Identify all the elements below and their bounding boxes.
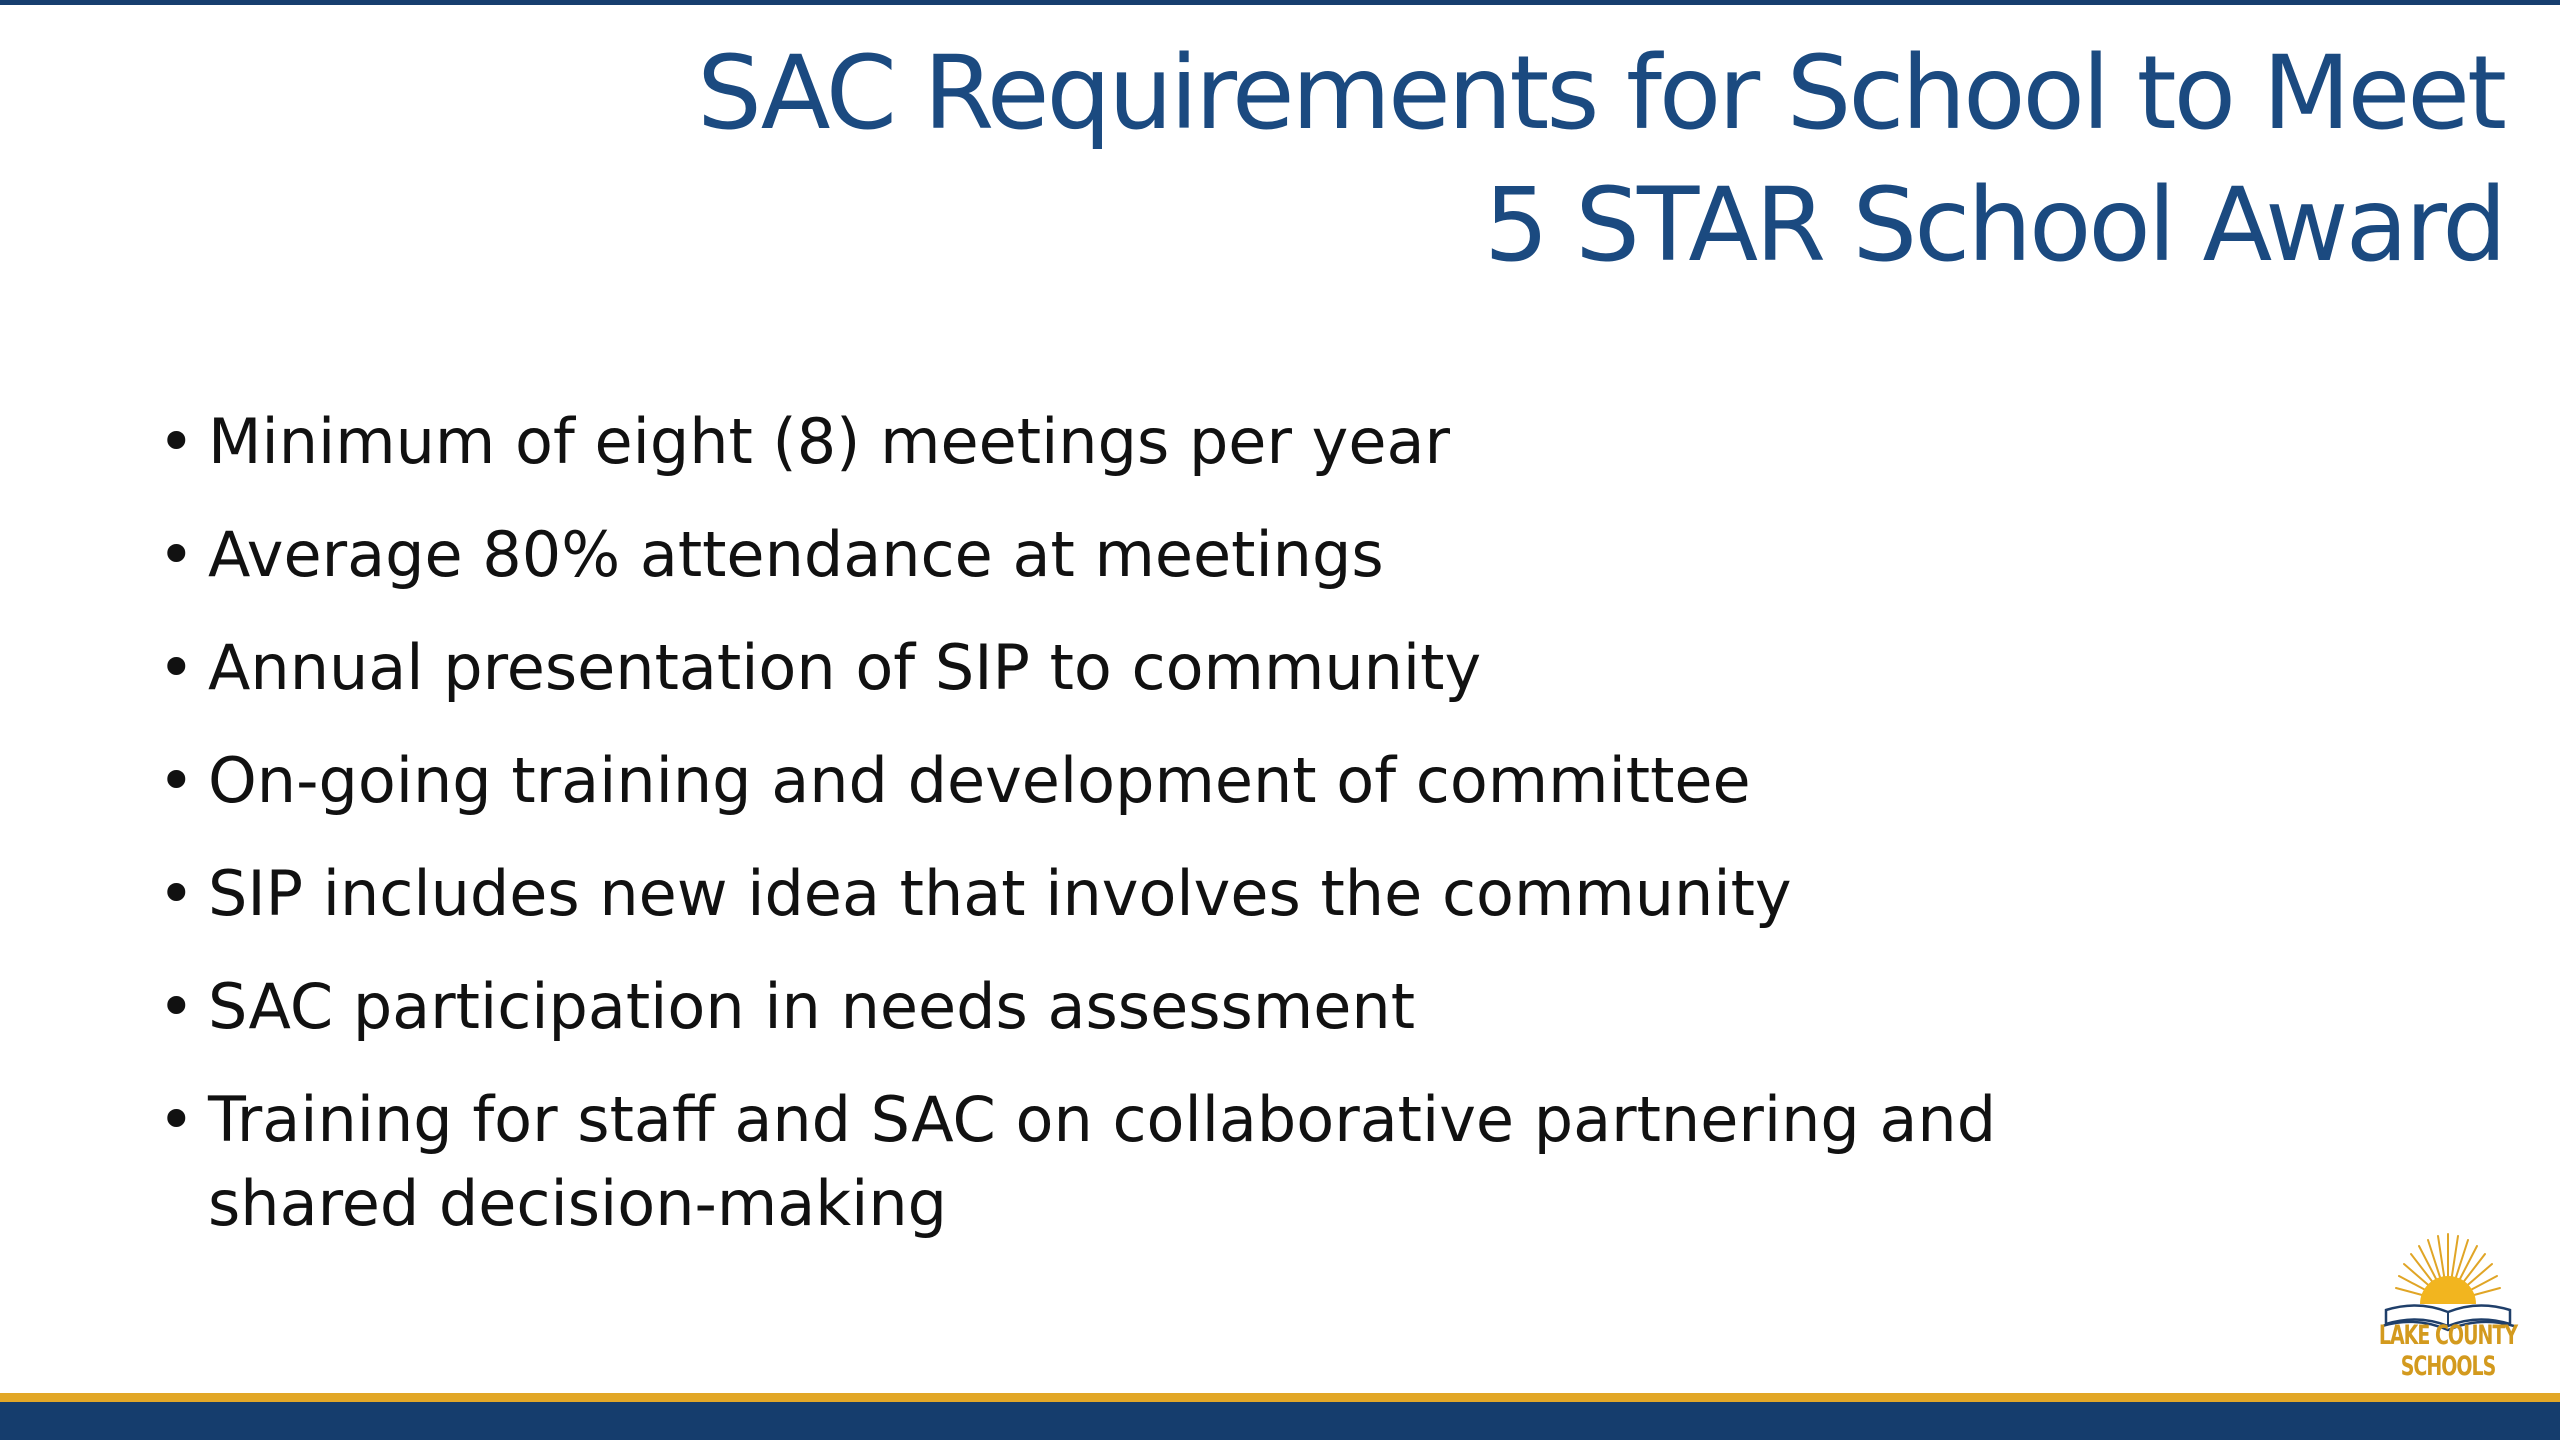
bullet-item bbox=[158, 965, 2158, 1049]
bullet-text: Annual presentation of SIP to community bbox=[208, 631, 1482, 704]
bullet-text: SAC participation in needs assessment bbox=[208, 970, 1416, 1043]
gold-accent-rule bbox=[0, 1393, 2560, 1402]
bottom-navy-band bbox=[0, 1402, 2560, 1440]
bullet-text: On-going training and development of committee bbox=[208, 744, 1751, 817]
bullet-marker: • bbox=[158, 631, 195, 704]
bullet-item bbox=[158, 1078, 2158, 1246]
title-line-1: SAC Requirements for School to Meet bbox=[697, 34, 2504, 153]
bullet-item bbox=[158, 739, 2158, 823]
bullet-item bbox=[158, 626, 2158, 710]
title-line-2: 5 STAR School Award bbox=[1483, 166, 2504, 285]
bullet-marker: • bbox=[158, 857, 195, 930]
district-logo bbox=[2358, 1232, 2538, 1382]
bullet-marker: • bbox=[158, 970, 195, 1043]
bullet-text: Training for staff and SAC on collaborative partnering and shared decision-making bbox=[208, 1083, 1997, 1240]
bullet-marker: • bbox=[158, 518, 195, 591]
bullet-item bbox=[158, 513, 2158, 597]
bullet-marker: • bbox=[158, 744, 195, 817]
bullet-marker: • bbox=[158, 405, 195, 478]
bullet-text: Average 80% attendance at meetings bbox=[208, 518, 1384, 591]
bullet-text: Minimum of eight (8) meetings per year bbox=[208, 405, 1450, 478]
slide-title bbox=[504, 28, 2504, 292]
top-rule bbox=[0, 0, 2560, 5]
bullet-item bbox=[158, 400, 2158, 484]
bullet-item bbox=[158, 852, 2158, 936]
logo-wordmark: LAKE COUNTY SCHOOLS bbox=[2378, 1320, 2518, 1382]
bullet-text: SIP includes new idea that involves the community bbox=[208, 857, 1792, 930]
bullet-list bbox=[158, 400, 2158, 1275]
bullet-marker: • bbox=[158, 1083, 195, 1156]
